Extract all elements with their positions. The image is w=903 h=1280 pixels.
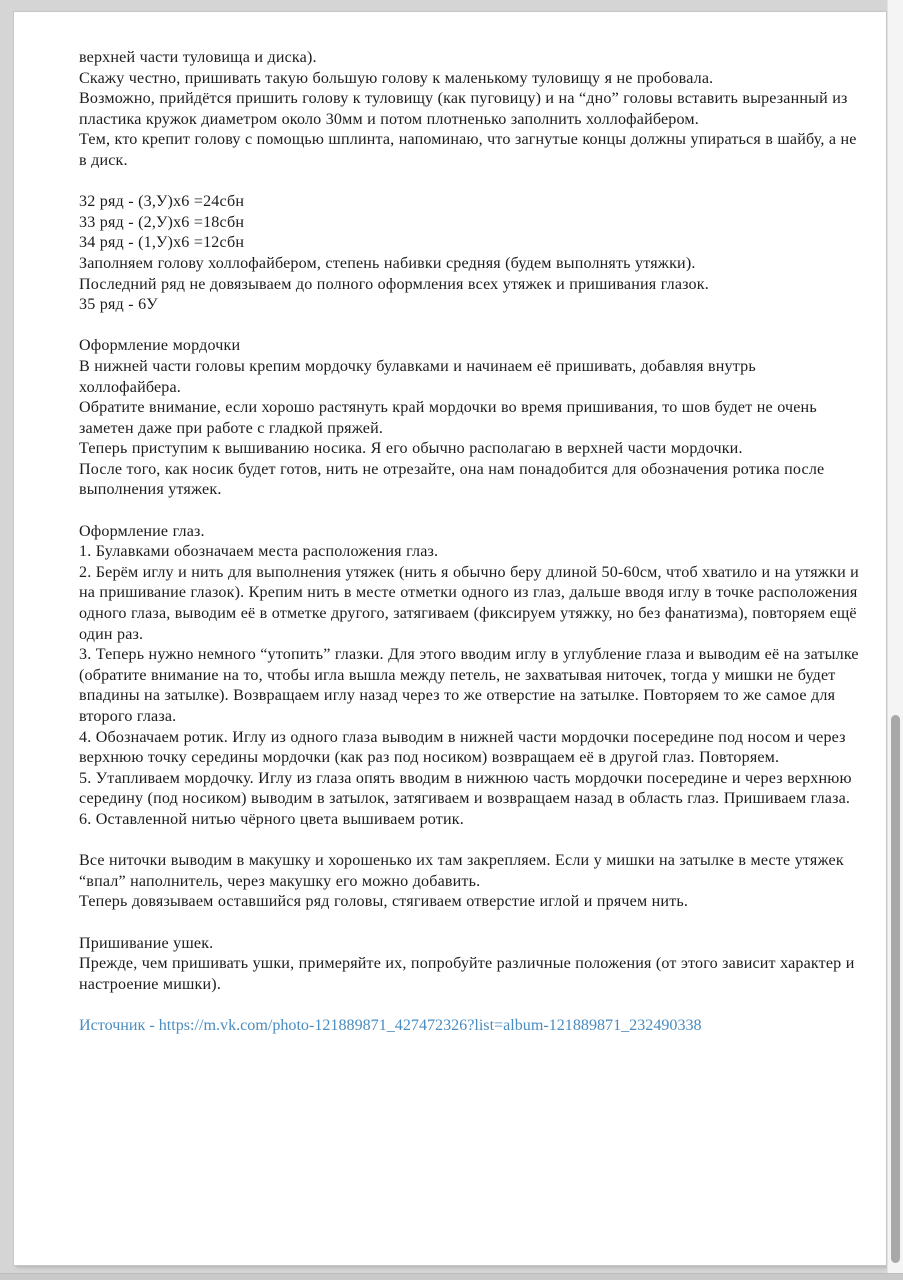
text-line: Последний ряд не довязываем до полного оформления всех утяжек и пришивания глазок.	[79, 275, 709, 293]
text-line: Оформление мордочки	[79, 337, 241, 355]
text-line: Теперь довязываем оставшийся ряд головы, стягиваем отверстие иглой и прячем нить.	[79, 893, 689, 911]
text-line: 1. Булавками обозначаем места расположения глаз.	[79, 543, 439, 561]
paragraph-block	[79, 851, 861, 913]
paragraph-block	[79, 934, 861, 996]
text-line: Все ниточки выводим в макушку и хорошенько их там закрепляем. Если у мишки на затылке в месте утяжек “впал” наполнитель, через макушку его можно добавить.	[79, 852, 844, 890]
vertical-scrollbar-track[interactable]	[887, 0, 903, 1280]
text-line: 2. Берём иглу и нить для выполнения утяжек (нить я обычно беру длиной 50-60см, чтоб хватило и на утяжки и на пришивание глазок). Крепим нить в месте отметки одного из глаз, дальше вводя иглу в точке расположения одного глаза, выводим её в отметке другого, затягиваем (фиксируем утяжку, но без фанатизма), повторяем ещё один раз.	[79, 563, 859, 643]
vertical-scrollbar-thumb[interactable]	[891, 715, 900, 1263]
text-line: 35 ряд - 6У	[79, 296, 158, 314]
paragraph-spacer	[79, 995, 861, 1016]
paragraph-spacer	[79, 831, 861, 852]
text-line: Оформление глаз.	[79, 522, 205, 540]
paragraph-block	[79, 192, 861, 316]
paragraph-spacer	[79, 501, 861, 522]
text-line: Пришивание ушек.	[79, 934, 214, 952]
text-line: 6. Оставленной нитью чёрного цвета вышиваем ротик.	[79, 810, 464, 828]
text-line: 34 ряд - (1,У)х6 =12сбн	[79, 234, 245, 252]
text-line: Тем, кто крепит голову с помощью шплинта, напоминаю, что загнутые концы должны упираться в шайбу, а не в диск.	[79, 131, 857, 169]
text-line: 3. Теперь нужно немного “утопить” глазки. Для этого вводим иглу в углубление глаза и выводим её на затылке (обратите внимание на то, чтобы игла вышла между петель, не захватывая ниточек, тогда у мишки не будет впадины на затылке). Возвращаем иглу назад через то же отверстие на затылке. Повторяем то же самое для второго глаза.	[79, 646, 859, 725]
text-line: 4. Обозначаем ротик. Иглу из одного глаза выводим в нижней части мордочки посередине под носом и через верхнюю точку середины мордочки (как раз под носиком) возвращаем её в другой глаз. Повторяем.	[79, 728, 846, 767]
text-line: Прежде, чем пришивать ушки, примеряйте их, попробуйте различные положения (от этого зависит характер и настроение мишки).	[79, 955, 855, 993]
document-text-body	[79, 48, 861, 1037]
paragraph-spacer	[79, 913, 861, 934]
text-line: Скажу честно, пришивать такую большую голову к маленькому туловищу я не пробовала.	[79, 69, 714, 87]
paragraph-block	[79, 522, 861, 831]
viewer-bottom-gutter	[0, 1273, 903, 1280]
text-line: В нижней части головы крепим мордочку булавками и начинаем её пришивать, добавляя внутрь холлофайбера.	[79, 357, 756, 396]
paragraph-spacer	[79, 316, 861, 337]
text-line: 33 ряд - (2,У)х6 =18сбн	[79, 213, 245, 231]
paragraph-block	[79, 336, 861, 501]
paragraph-spacer	[79, 172, 861, 193]
text-line: Теперь приступим к вышиванию носика. Я его обычно располагаю в верхней части мордочки.	[79, 440, 743, 458]
text-line: 32 ряд - (3,У)х6 =24сбн	[79, 193, 245, 211]
text-line: Заполняем голову холлофайбером, степень набивки средняя (будем выполнять утяжки).	[79, 254, 696, 272]
text-line: После того, как носик будет готов, нить не отрезайте, она нам понадобится для обозначения ротика после выполнения утяжек.	[79, 460, 825, 499]
text-line: верхней части туловища и диска).	[79, 49, 317, 66]
paragraph-block	[79, 48, 861, 172]
text-line: 5. Утапливаем мордочку. Иглу из глаза опять вводим в нижнюю часть мордочки посередине и через верхнюю середину (под носиком) выводим в затылок, затягиваем и возвращаем назад в область глаз. Пришиваем глаза.	[79, 769, 852, 808]
source-link[interactable]: Источник - https://m.vk.com/photo-121889871_427472326?list=album-121889871_232490338	[79, 1016, 702, 1034]
text-line: Обратите внимание, если хорошо растянуть край мордочки во время пришивания, то шов будет не очень заметен даже при работе с гладкой пряжей.	[79, 399, 817, 437]
document-page	[14, 12, 886, 1265]
text-line: Возможно, прийдётся пришить голову к туловищу (как пуговицу) и на “дно” головы вставить вырезанный из пластика кружок диаметром около 30мм и потом плотненько заполнить холлофайбером.	[79, 90, 848, 128]
